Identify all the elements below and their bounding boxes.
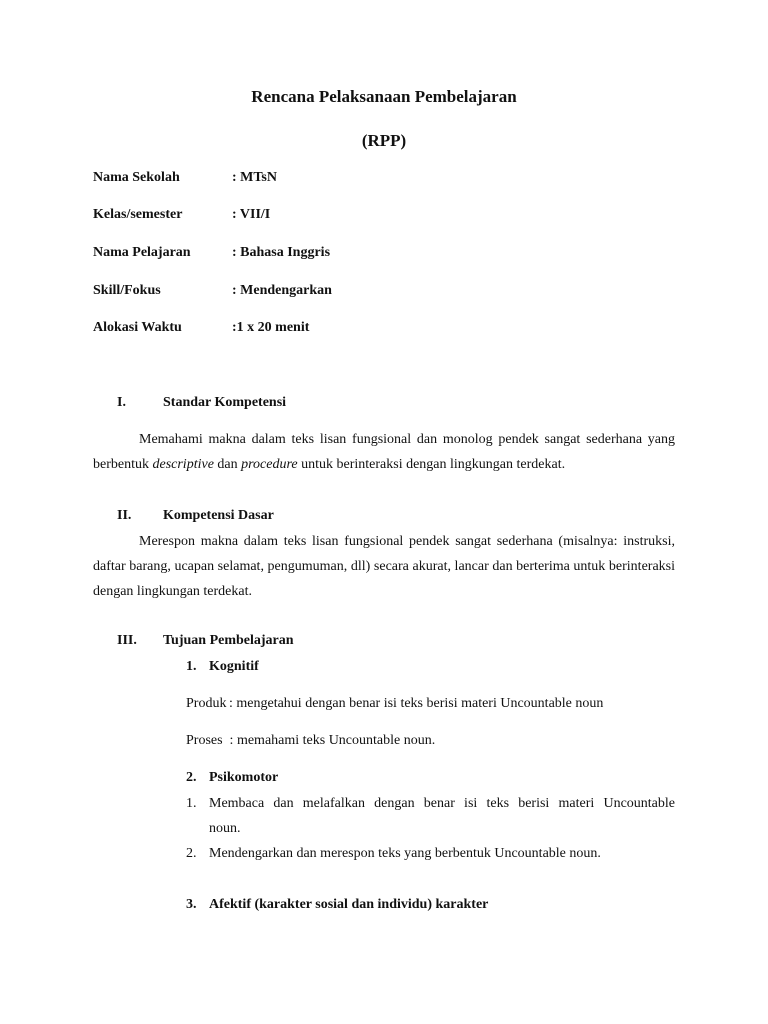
- paragraph-emphasis: descriptive: [152, 457, 214, 472]
- produk-label: Produk: [186, 696, 227, 711]
- identity-label: Skill/Fokus: [93, 283, 161, 298]
- produk-text: : mengetahui dengan benar isi teks berisi materi Uncountable noun: [229, 696, 604, 711]
- list-item-text: Mendengarkan dan merespon teks yang berbentuk Uncountable noun.: [209, 846, 601, 861]
- identity-label: Alokasi Waktu: [93, 320, 182, 335]
- identity-value: : Bahasa Inggris: [232, 245, 331, 260]
- proses-text: Proses : memahami teks Uncountable noun.: [186, 733, 436, 748]
- paragraph-text: dan: [213, 457, 242, 472]
- list-number: 1.: [186, 796, 197, 811]
- section-paragraph: [93, 427, 675, 477]
- identity-label: Kelas/semester: [93, 207, 183, 222]
- subsection-label: Afektif (karakter sosial dan individu) karakter: [209, 897, 489, 912]
- subsection-number: 3.: [186, 897, 197, 912]
- section-numeral: III.: [117, 633, 137, 648]
- identity-label: Nama Pelajaran: [93, 245, 191, 260]
- document-title: Rencana Pelaksanaan Pembelajaran: [251, 87, 517, 106]
- identity-value: : VII/I: [232, 207, 271, 222]
- subsection-label: Psikomotor: [209, 770, 279, 785]
- paragraph-text: untuk berinteraksi dengan lingkungan terdekat.: [297, 457, 566, 472]
- paragraph-emphasis: procedure: [241, 457, 298, 472]
- list-item-text: noun.: [209, 821, 241, 836]
- section-numeral: II.: [117, 508, 132, 523]
- identity-value: :1 x 20 menit: [232, 320, 310, 335]
- subsection-number: 2.: [186, 770, 197, 785]
- identity-value: : MTsN: [232, 170, 277, 185]
- list-item-text: Membaca dan melafalkan dengan benar isi teks berisi materi Uncountable: [209, 796, 675, 811]
- identity-value: : Mendengarkan: [232, 283, 332, 298]
- section-heading: Standar Kompetensi: [163, 395, 287, 410]
- subsection-number: 1.: [186, 659, 197, 674]
- section-heading: Tujuan Pembelajaran: [163, 633, 294, 648]
- section-numeral: I.: [117, 395, 126, 410]
- list-number: 2.: [186, 846, 197, 861]
- paragraph-text: Memahami makna dalam teks lisan fungsional dan monolog pendek sangat sederhana yang berbentuk: [93, 432, 675, 472]
- section-paragraph: Merespon makna dalam teks lisan fungsional pendek sangat sederhana (misalnya: instruksi, daftar barang, ucapan selamat, pengumuman, dll) secara akurat, lancar dan berterima untuk berinteraksi dengan lingkungan terdekat.: [93, 534, 675, 599]
- document-subtitle: (RPP): [361, 131, 407, 150]
- section-heading: Kompetensi Dasar: [163, 508, 274, 523]
- subsection-label: Kognitif: [209, 659, 259, 674]
- identity-label: Nama Sekolah: [93, 170, 180, 185]
